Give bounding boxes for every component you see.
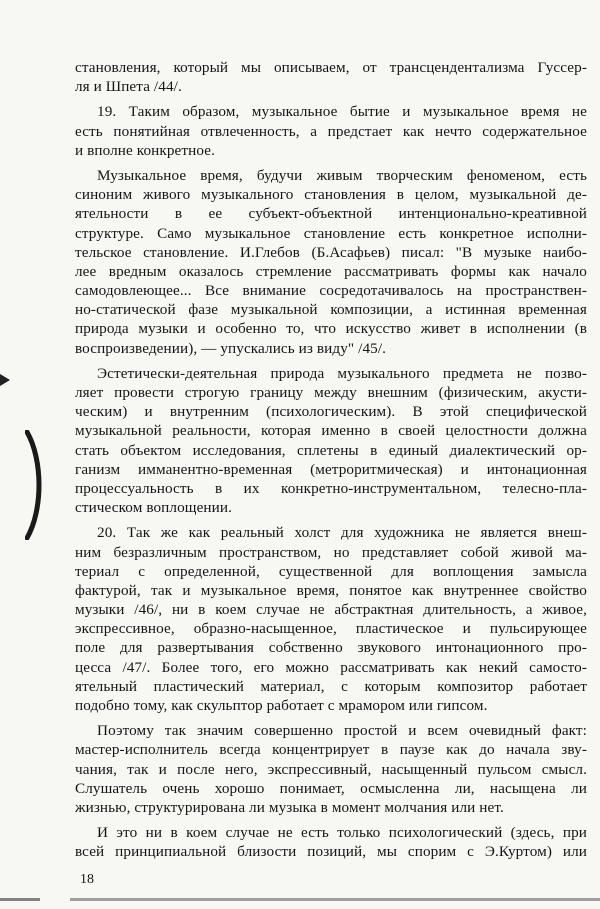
text-line: музыкальной реальности, которая именно в своей целостности должна — [75, 422, 587, 440]
text-line: чания, так и после него, экспрессивный, насыщенный пульсом смысл. — [75, 760, 587, 778]
text-line: но-статической фазе музыкальной композиции, а истинная временная — [75, 301, 587, 319]
body-text — [75, 58, 587, 862]
paragraph — [75, 58, 587, 96]
paragraph — [75, 721, 587, 817]
text-line: ческим) и внутренним (психологическим). В этой специфической — [75, 403, 587, 421]
text-line: стать объектом исследования, сплетены в единый диалектический ор- — [75, 441, 587, 459]
text-line: фактурой, так и музыкальное время, понятое как внутреннее свойство — [75, 581, 587, 599]
text-line: ля и Шпета /44/. — [75, 78, 182, 96]
text-line: териал с определенной, существенной для воплощения замысла — [75, 562, 587, 580]
text-line: процессуальность в их конкретно-инструментальном, телесно-пла- — [75, 479, 587, 497]
text-line: воспроизведении), — упускались из виду" /45/. — [75, 339, 387, 357]
text-line: ляет провести строгую границу между внешним (физическим, акусти- — [75, 384, 587, 401]
text-line: ятельности в ее субъект-объектной интенционально-креативной — [75, 205, 587, 223]
text-line: подобно тому, как скульптор работает с мрамором или гипсом. — [75, 697, 488, 714]
page-number: 18 — [80, 872, 94, 887]
text-line: 19. Таким образом, музыкальное бытие и музыкальное время не — [97, 103, 587, 121]
text-line: самодовлеющее... Все внимание сосредотачивалось на пространствен- — [75, 282, 587, 300]
text-line: мастер-исполнитель всегда концентрирует в паузе как до начала зву- — [75, 741, 587, 759]
text-line: всей принципиальной близости позиций, мы спорим с Э.Куртом) или — [75, 843, 587, 861]
paragraph — [75, 823, 587, 861]
text-line: Слушатель очень хорошо понимает, осмысленна ли, насыщена ли — [75, 779, 587, 797]
text-line: И это ни в коем случае не есть только психологический (здесь, при — [97, 824, 587, 842]
text-line: Поэтому так значим совершенно простой и всем очевидный факт: — [97, 722, 587, 740]
paragraph — [75, 523, 587, 715]
text-line: экспрессивное, образно-насыщенное, пластическое и пульсирующее — [75, 620, 587, 638]
paragraph — [75, 364, 587, 518]
text-line: становления, который мы описываем, от трансцендентализма Гуссер- — [75, 59, 587, 76]
text-line: Эстетически-деятельная природа музыкального предмета не позво- — [97, 364, 587, 382]
scan-bottom-edge — [0, 898, 600, 901]
text-line: ним безразличным пространством, но представляет собой живой ма- — [75, 543, 587, 561]
text-line: структуре. Само музыкальное становление есть конкретное исполни- — [75, 224, 587, 242]
text-line: ятельный пластический материал, с которым композитор работает — [75, 677, 587, 695]
text-line: Музыкальное время, будучи живым творческим феноменом, есть — [97, 166, 587, 184]
text-line: ганизм имманентно-временная (метроритмическая) и интонационная — [75, 460, 587, 478]
text-line: музыки /46/, ни в коем случае не абстрактная длительность, а живое, — [75, 601, 587, 619]
text-line: лее вредным оказалось стремление рассматривать формы как начало — [75, 262, 587, 280]
text-line: жизнью, структурирована ли музыка в момент молчания или нет. — [75, 798, 504, 816]
text-line: синоним живого музыкального становления в целом, музыкальной де- — [75, 186, 587, 204]
text-line: цесса /47/. Более того, его можно рассматривать как некий самосто- — [75, 658, 587, 676]
text-line: и вполне конкретное. — [75, 141, 215, 159]
paragraph — [75, 102, 587, 160]
text-line: 20. Так же как реальный холст для художника не является внеш- — [97, 524, 587, 542]
scan-mark-left — [0, 374, 10, 386]
text-line: есть понятийная отвлеченность, а предстает как нечто содержательное — [75, 122, 587, 140]
text-line: стическом воплощении. — [75, 499, 232, 517]
text-line: тельское становление. И.Глебов (Б.Асафьев) писал: "В музыке наибо- — [75, 243, 587, 261]
paragraph — [75, 166, 587, 358]
text-line: поле для развертывания собственно звукового интонационного про- — [75, 639, 587, 657]
text-line: природа музыки и особенно то, что искусство живет в исполнении (в — [75, 320, 587, 338]
scan-bracket-mark — [25, 430, 45, 540]
